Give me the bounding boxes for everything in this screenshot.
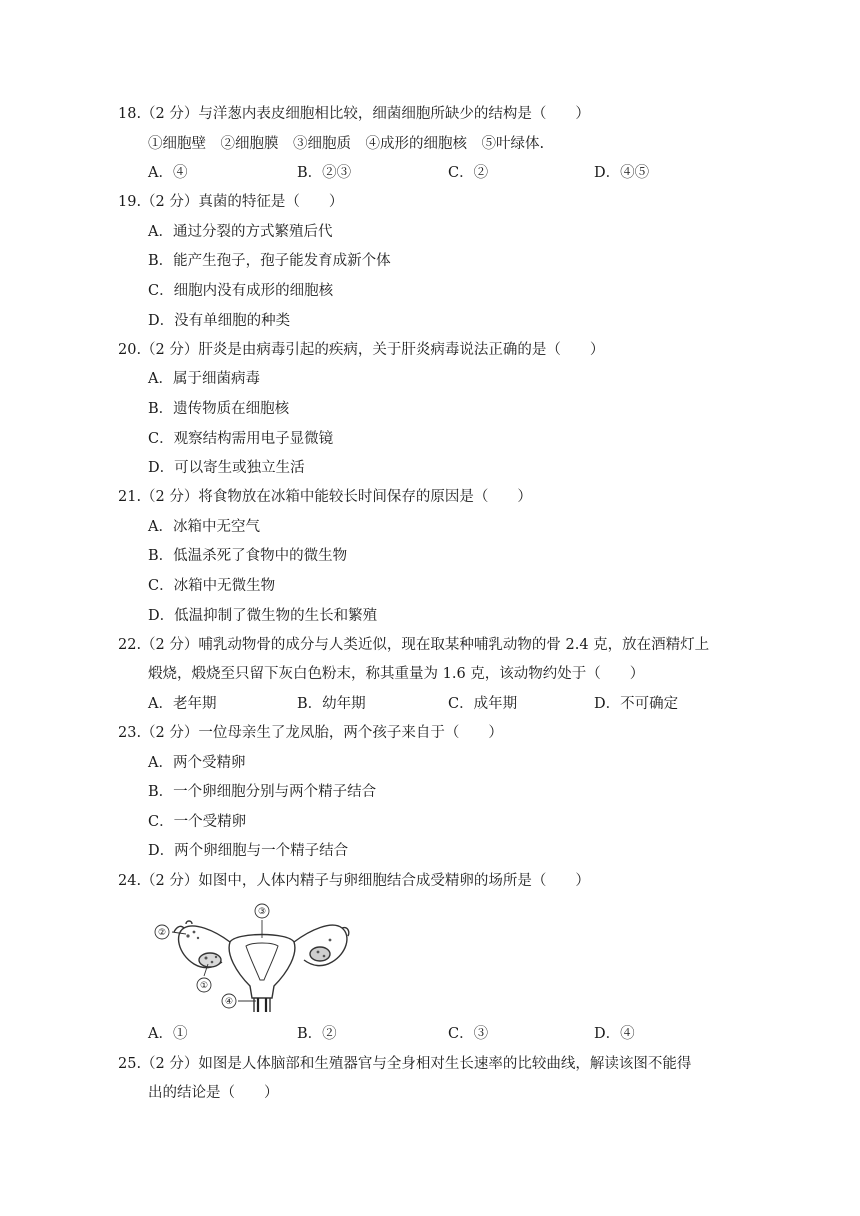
q18-option-b: B．②③ — [297, 165, 352, 181]
q24-option-a: A．① — [148, 1026, 188, 1042]
diagram-label-3: ③ — [257, 907, 267, 917]
q23-option-a: A．两个受精卵 — [148, 755, 246, 771]
q18-stem: 18.（2 分）与洋葱内表皮细胞相比较，细菌细胞所缺少的结构是（ ） — [118, 106, 590, 122]
q22-stem-line2: 煅烧，煅烧至只留下灰白色粉末，称其重量为 1.6 克，该动物约处于（ ） — [148, 666, 645, 682]
q18-option-a: A．④ — [148, 165, 188, 181]
q20-option-a: A．属于细菌病毒 — [148, 371, 260, 387]
q18-option-d: D．④⑤ — [594, 165, 650, 181]
diagram-label-1: ① — [199, 981, 209, 991]
q21-stem: 21.（2 分）将食物放在冰箱中能较长时间保存的原因是（ ） — [118, 489, 532, 505]
q18-option-c: C．② — [448, 165, 489, 181]
diagram-label-2: ② — [157, 928, 167, 938]
q21-option-b: B．低温杀死了食物中的微生物 — [148, 548, 348, 564]
q21-option-a: A．冰箱中无空气 — [148, 519, 260, 535]
q20-stem: 20.（2 分）肝炎是由病毒引起的疾病，关于肝炎病毒说法正确的是（ ） — [118, 342, 605, 358]
q24-option-b: B．② — [297, 1026, 337, 1042]
q20-option-c: C．观察结构需用电子显微镜 — [148, 431, 334, 447]
q21-option-c: C．冰箱中无微生物 — [148, 578, 276, 594]
q19-option-a: A．通过分裂的方式繁殖后代 — [148, 224, 333, 240]
q25-stem-line1: 25.（2 分）如图是人体脑部和生殖器官与全身相对生长速率的比较曲线，解读该图不能得 — [118, 1056, 692, 1072]
q18-items: ①细胞壁 ②细胞膜 ③细胞质 ④成形的细胞核 ⑤叶绿体. — [148, 136, 545, 152]
q22-option-d: D．不可确定 — [594, 696, 679, 712]
q19-stem: 19.（2 分）真菌的特征是（ ） — [118, 194, 344, 210]
q22-option-b: B．幼年期 — [297, 696, 366, 712]
q19-option-d: D．没有单细胞的种类 — [148, 313, 291, 329]
q22-option-c: C．成年期 — [448, 696, 518, 712]
q22-option-a: A．老年期 — [148, 696, 217, 712]
q19-option-b: B．能产生孢子，孢子能发育成新个体 — [148, 253, 391, 269]
q23-stem: 23.（2 分）一位母亲生了龙凤胎，两个孩子来自于（ ） — [118, 725, 503, 741]
q23-option-d: D．两个卵细胞与一个精子结合 — [148, 843, 349, 859]
q19-option-c: C．细胞内没有成形的细胞核 — [148, 283, 334, 299]
female-reproductive-system-diagram — [152, 902, 362, 1014]
q20-option-d: D．可以寄生或独立生活 — [148, 460, 305, 476]
diagram-label-4: ④ — [224, 997, 234, 1007]
q25-stem-line2: 出的结论是（ ） — [148, 1085, 279, 1101]
q21-option-d: D．低温抑制了微生物的生长和繁殖 — [148, 608, 378, 624]
q20-option-b: B．遗传物质在细胞核 — [148, 401, 290, 417]
q23-option-c: C．一个受精卵 — [148, 814, 247, 830]
q24-option-c: C．③ — [448, 1026, 489, 1042]
q24-option-d: D．④ — [594, 1026, 635, 1042]
q22-stem-line1: 22.（2 分）哺乳动物骨的成分与人类近似，现在取某种哺乳动物的骨 2.4 克，放在酒精灯上 — [118, 637, 710, 653]
q23-option-b: B．一个卵细胞分别与两个精子结合 — [148, 784, 377, 800]
q24-stem: 24.（2 分）如图中，人体内精子与卵细胞结合成受精卵的场所是（ ） — [118, 873, 590, 889]
